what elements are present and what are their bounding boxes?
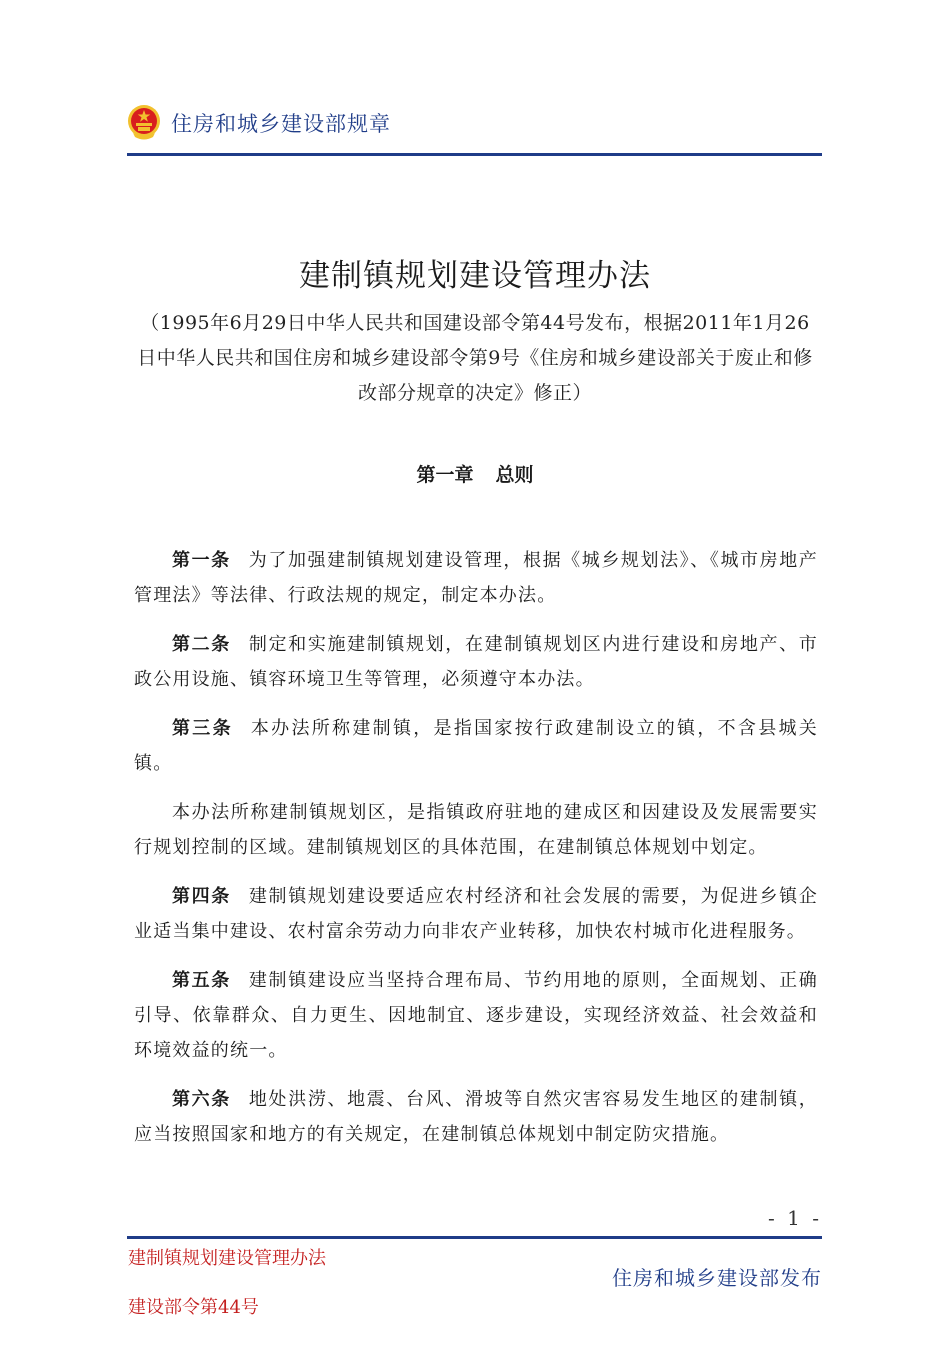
article-text: 地处洪涝、地震、台风、滑坡等自然灾害容易发生地区的建制镇，应当按照国家和地方的有关规定，在建制镇总体规划中制定防灾措施。 — [134, 1089, 818, 1145]
header-title: 住房和城乡建设部规章 — [171, 112, 391, 136]
document-body — [134, 543, 818, 1166]
article-paragraph — [134, 627, 818, 697]
article-number: 第六条 — [172, 1089, 231, 1110]
footer-publisher: 住房和城乡建设部发布 — [612, 1266, 822, 1290]
article-text: 为了加强建制镇规划建设管理，根据《城乡规划法》、《城市房地产管理法》等法律、行政法规的规定，制定本办法。 — [134, 550, 818, 606]
footer-divider — [127, 1236, 822, 1239]
chapter-heading — [0, 460, 950, 487]
document-title: 建制镇规划建设管理办法 — [299, 258, 651, 294]
article-paragraph — [134, 1082, 818, 1152]
footer-document-name: 建制镇规划建设管理办法 — [128, 1248, 326, 1269]
article-number: 第五条 — [172, 970, 231, 991]
article-paragraph — [134, 711, 818, 781]
header-divider — [127, 153, 822, 156]
page-header — [127, 100, 822, 156]
article-paragraph — [134, 543, 818, 613]
national-emblem-icon — [127, 104, 161, 140]
chapter-number: 第一章 — [416, 464, 474, 486]
article-number: 第二条 — [172, 634, 231, 655]
article-number: 第三条 — [172, 718, 233, 739]
article-text: 本办法所称建制镇规划区，是指镇政府驻地的建成区和因建设及发展需要实行规划控制的区域。建制镇规划区的具体范围，在建制镇总体规划中划定。 — [134, 802, 818, 858]
article-text: 本办法所称建制镇，是指国家按行政建制设立的镇，不含县城关镇。 — [134, 718, 818, 774]
article-text: 建制镇规划建设要适应农村经济和社会发展的需要，为促进乡镇企业适当集中建设、农村富余劳动力向非农产业转移，加快农村城市化进程服务。 — [134, 886, 818, 942]
article-paragraph — [134, 879, 818, 949]
footer-order-number: 建设部令第44号 — [128, 1297, 259, 1318]
article-text: 制定和实施建制镇规划，在建制镇规划区内进行建设和房地产、市政公用设施、镇容环境卫生等管理，必须遵守本办法。 — [134, 634, 818, 690]
article-paragraph — [134, 963, 818, 1068]
article-paragraph — [134, 795, 818, 865]
article-text: 建制镇建设应当坚持合理布局、节约用地的原则，全面规划、正确引导、依靠群众、自力更生、因地制宜、逐步建设，实现经济效益、社会效益和环境效益的统一。 — [134, 970, 818, 1061]
article-number: 第一条 — [172, 550, 231, 571]
article-number: 第四条 — [172, 886, 231, 907]
page-number: - 1 - — [768, 1206, 822, 1230]
chapter-name: 总则 — [495, 464, 534, 486]
document-subtitle: （1995年6月29日中华人民共和国建设部令第44号发布，根据2011年1月26日中华人民共和国住房和城乡建设部令第9号《住房和城乡建设部关于废止和修改部分规章的决定》修正） — [137, 312, 813, 404]
